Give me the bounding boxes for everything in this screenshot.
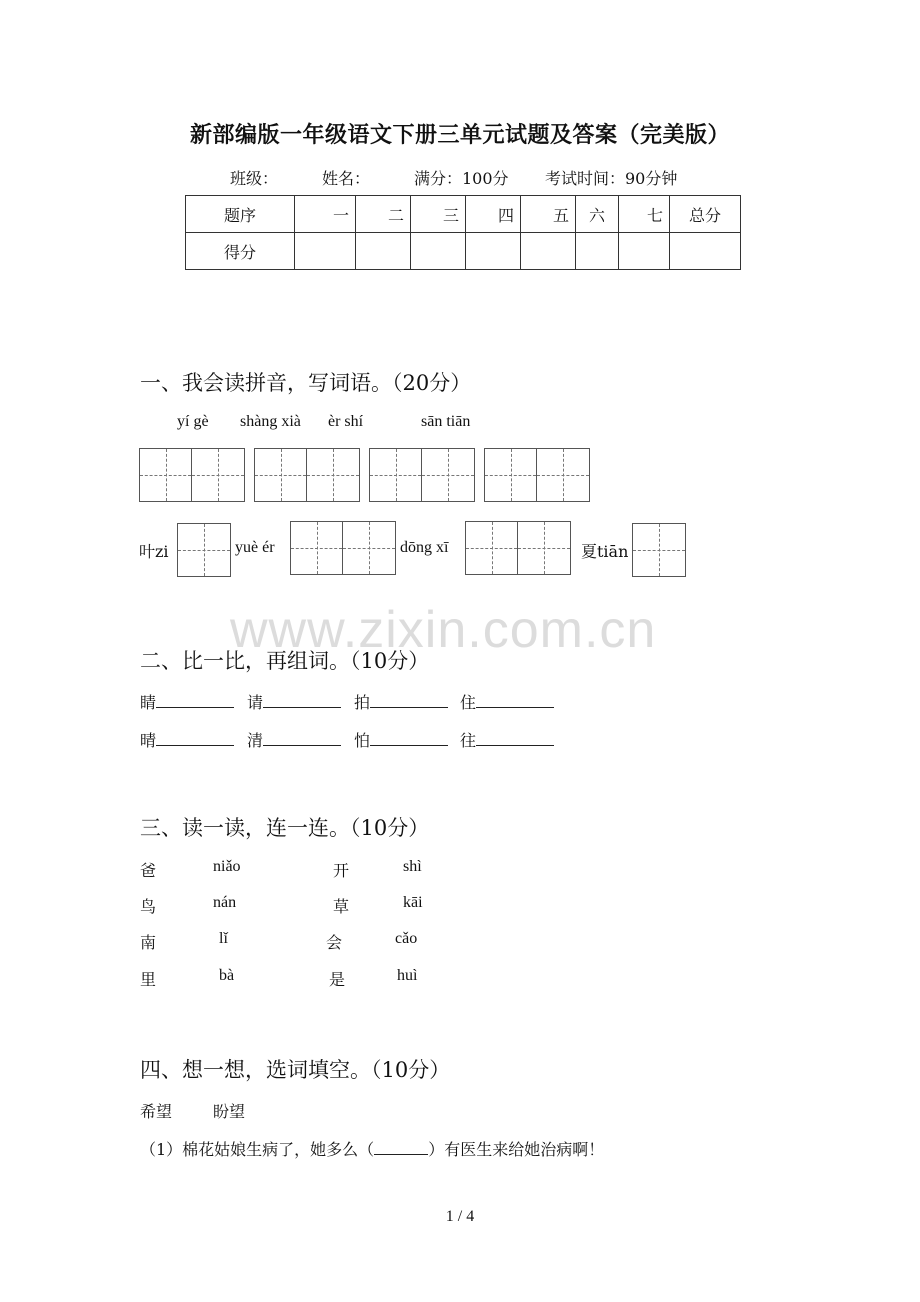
writing-grid[interactable] xyxy=(177,523,231,577)
compare-item xyxy=(247,728,341,751)
score-table xyxy=(185,195,741,270)
match-pinyin: lǐ xyxy=(219,930,228,947)
answer-blank[interactable] xyxy=(156,731,234,746)
name-label: 姓名： xyxy=(322,169,371,188)
word-choice: 盼望 xyxy=(213,1102,246,1121)
question-text: ）有医生来给她治病啊！ xyxy=(428,1140,605,1159)
match-char: 里 xyxy=(140,970,157,989)
writing-grid[interactable] xyxy=(465,521,571,575)
header-cell: 题序 xyxy=(186,196,295,233)
score-cell[interactable] xyxy=(356,233,411,270)
compare-item xyxy=(460,728,554,751)
match-char: 是 xyxy=(329,970,346,989)
word-prompt: 叶zi xyxy=(139,542,169,561)
score-cell[interactable] xyxy=(576,233,619,270)
word-prompt: yuè ér xyxy=(235,539,275,556)
section2-heading: 二、比一比，再组词。（10分） xyxy=(140,649,430,673)
writing-grid[interactable] xyxy=(632,523,686,577)
writing-grid[interactable] xyxy=(290,521,396,575)
pinyin-prompt: yí gè xyxy=(177,413,209,430)
row-label: 得分 xyxy=(186,233,295,270)
answer-blank[interactable] xyxy=(374,1140,428,1155)
class-label: 班级： xyxy=(230,169,279,188)
section4-heading: 四、想一想，选词填空。（10分） xyxy=(140,1058,451,1082)
full-score: 满分：100分 xyxy=(414,169,509,188)
score-cell[interactable] xyxy=(466,233,521,270)
compare-char: 怕 xyxy=(354,731,371,750)
compare-char: 清 xyxy=(247,731,264,750)
compare-item xyxy=(140,690,234,713)
compare-item xyxy=(247,690,341,713)
match-pinyin: bà xyxy=(219,967,235,984)
writing-grid[interactable] xyxy=(484,448,590,502)
match-char: 爸 xyxy=(140,861,157,880)
score-table-header-row xyxy=(186,196,741,233)
header-cell: 七 xyxy=(619,196,670,233)
match-char: 草 xyxy=(333,897,350,916)
match-char: 开 xyxy=(333,861,350,880)
section3-heading: 三、读一读，连一连。（10分） xyxy=(140,816,430,840)
match-pinyin: nán xyxy=(213,894,237,911)
score-cell[interactable] xyxy=(521,233,576,270)
match-char: 会 xyxy=(326,933,343,952)
match-pinyin: huì xyxy=(397,967,418,984)
pinyin-prompt: sān tiān xyxy=(421,413,471,430)
match-char: 南 xyxy=(140,933,157,952)
compare-char: 住 xyxy=(460,693,477,712)
writing-grid[interactable] xyxy=(254,448,360,502)
score-cell[interactable] xyxy=(670,233,741,270)
match-char: 鸟 xyxy=(140,897,157,916)
page-title: 新部编版一年级语文下册三单元试题及答案（完美版） xyxy=(189,122,730,148)
answer-blank[interactable] xyxy=(370,731,448,746)
compare-char: 往 xyxy=(460,731,477,750)
header-cell: 六 xyxy=(576,196,619,233)
page-number: 1 / 4 xyxy=(445,1208,475,1225)
answer-blank[interactable] xyxy=(263,693,341,708)
answer-blank[interactable] xyxy=(156,693,234,708)
match-pinyin: niǎo xyxy=(213,858,241,875)
header-cell: 五 xyxy=(521,196,576,233)
score-cell[interactable] xyxy=(295,233,356,270)
compare-item xyxy=(354,690,448,713)
answer-blank[interactable] xyxy=(263,731,341,746)
header-cell: 四 xyxy=(466,196,521,233)
compare-char: 请 xyxy=(247,693,264,712)
pinyin-prompt: shàng xià xyxy=(240,413,301,430)
word-choice: 希望 xyxy=(140,1102,173,1121)
header-cell: 总分 xyxy=(670,196,741,233)
word-prompt: 夏tiān xyxy=(581,542,629,561)
score-cell[interactable] xyxy=(411,233,466,270)
compare-char: 拍 xyxy=(354,693,371,712)
word-prompt: dōng xī xyxy=(400,539,449,556)
watermark: www.zixin.com.cn xyxy=(230,601,657,659)
compare-char: 睛 xyxy=(140,693,157,712)
header-cell: 三 xyxy=(411,196,466,233)
exam-time: 考试时间：90分钟 xyxy=(545,169,678,188)
compare-item xyxy=(354,728,448,751)
score-cell[interactable] xyxy=(619,233,670,270)
writing-grid[interactable] xyxy=(369,448,475,502)
writing-grid[interactable] xyxy=(139,448,245,502)
header-cell: 一 xyxy=(295,196,356,233)
match-pinyin: kāi xyxy=(403,894,423,911)
header-cell: 二 xyxy=(356,196,411,233)
compare-item xyxy=(140,728,234,751)
answer-blank[interactable] xyxy=(476,693,554,708)
pinyin-prompt: èr shí xyxy=(328,413,364,430)
score-table-score-row xyxy=(186,233,741,270)
question-1 xyxy=(140,1137,604,1160)
question-text: （1）棉花姑娘生病了，她多么（ xyxy=(140,1140,375,1159)
answer-blank[interactable] xyxy=(370,693,448,708)
answer-blank[interactable] xyxy=(476,731,554,746)
match-pinyin: shì xyxy=(403,858,422,875)
section1-heading: 一、我会读拼音，写词语。（20分） xyxy=(140,371,472,395)
match-pinyin: cǎo xyxy=(395,930,418,947)
compare-char: 晴 xyxy=(140,731,157,750)
compare-item xyxy=(460,690,554,713)
